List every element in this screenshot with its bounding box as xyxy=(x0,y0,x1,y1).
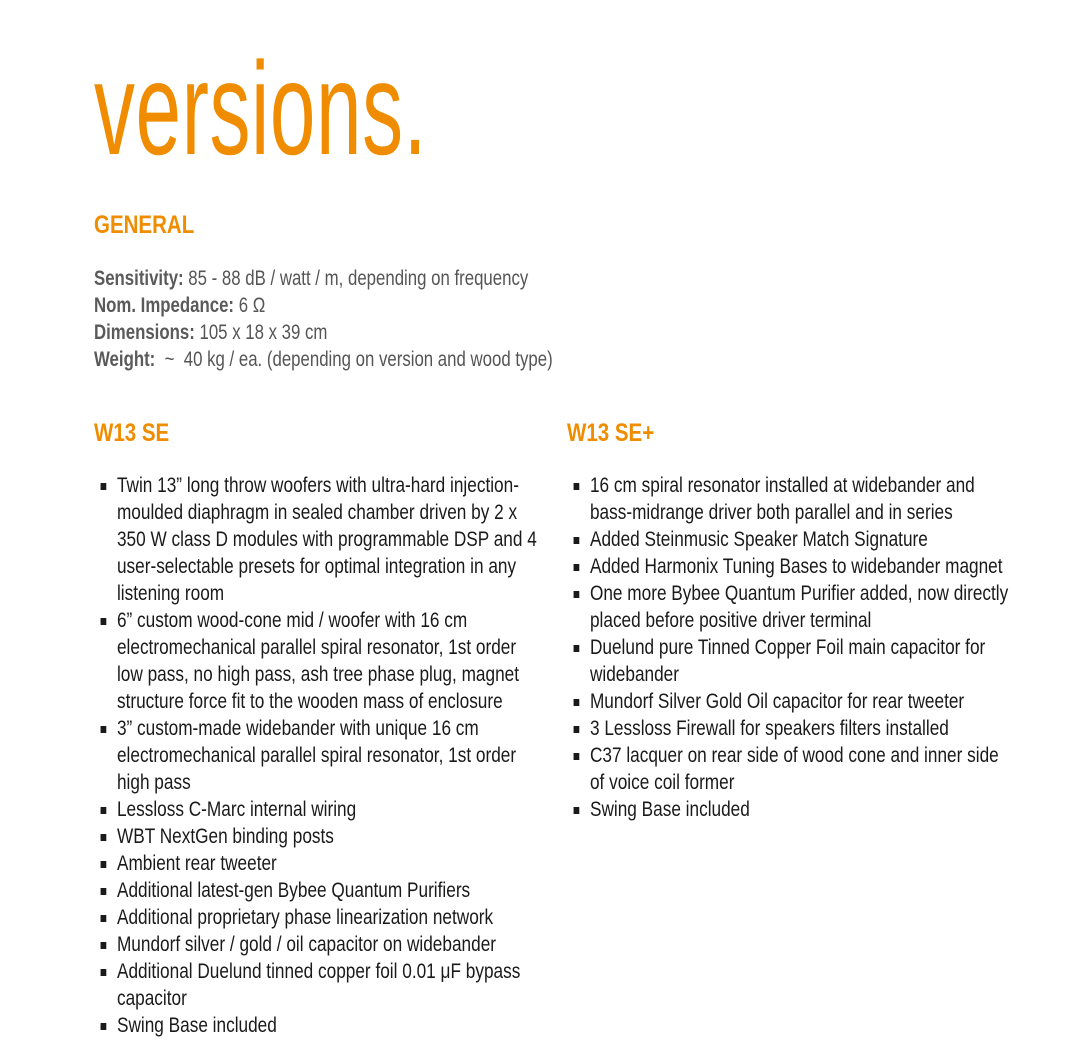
spec-impedance xyxy=(94,292,553,319)
list-item xyxy=(567,553,1014,580)
list-item-text: Mundorf Silver Gold Oil capacitor for rear tweeter xyxy=(589,690,965,713)
bullet-icon xyxy=(101,888,107,895)
w13se-feature-list xyxy=(94,472,542,1039)
bullet-icon xyxy=(101,807,107,814)
list-item-text: 16 cm spiral resonator installed at widebander and bass-midrange driver both parallel and in series xyxy=(589,474,975,524)
list-item-text: Twin 13” long throw woofers with ultra-hard injection-moulded diaphragm in sealed chamber driven by 2 x 350 W class D modules with programmable DSP and 4 user-selectable presets for optimal integration in any listening room xyxy=(116,474,537,605)
bullet-icon xyxy=(574,564,580,571)
w13seplus-feature-list xyxy=(567,472,1014,823)
list-item-text: 6” custom wood-cone mid / woofer with 16 cm electromechanical parallel spiral resonator, 1st order low pass, no high pass, ash tree phase plug, magnet structure force fit to the wooden mass of enclosure xyxy=(116,609,520,713)
bullet-icon xyxy=(574,753,580,760)
spec-label: Sensitivity: xyxy=(94,267,184,290)
list-item-text: 3 Lessloss Firewall for speakers filters installed xyxy=(589,717,949,740)
bullet-icon xyxy=(574,699,580,706)
bullet-icon xyxy=(101,861,107,868)
list-item-text: Ambient rear tweeter xyxy=(116,852,277,875)
list-item xyxy=(94,1012,542,1039)
list-item-text: C37 lacquer on rear side of wood cone and inner side of voice coil former xyxy=(589,744,999,794)
general-heading: GENERAL xyxy=(94,211,195,239)
list-item-text: Swing Base included xyxy=(589,798,750,821)
list-item-text: Mundorf silver / gold / oil capacitor on widebander xyxy=(116,933,497,956)
list-item-text: Added Steinmusic Speaker Match Signature xyxy=(589,528,928,551)
bullet-icon xyxy=(101,726,107,733)
list-item-text: Additional latest-gen Bybee Quantum Purifiers xyxy=(116,879,471,902)
list-item xyxy=(94,904,542,931)
list-item-text: Swing Base included xyxy=(116,1014,277,1037)
list-item xyxy=(567,634,1014,688)
list-item xyxy=(567,796,1014,823)
list-item xyxy=(94,823,542,850)
bullet-icon xyxy=(574,726,580,733)
list-item-text: Added Harmonix Tuning Bases to widebander magnet xyxy=(589,555,1003,578)
list-item xyxy=(94,958,542,1012)
spec-label: Weight: xyxy=(94,348,156,371)
list-item xyxy=(94,472,542,607)
list-item-text: 3” custom-made widebander with unique 16 cm electromechanical parallel spiral resonator, 1st order high pass xyxy=(116,717,517,794)
bullet-icon xyxy=(101,618,107,625)
list-item-text: One more Bybee Quantum Purifier added, now directly placed before positive driver terminal xyxy=(589,582,1009,632)
spec-weight xyxy=(94,346,553,373)
spec-value: 105 x 18 x 39 cm xyxy=(194,321,328,344)
page-title: versions. xyxy=(94,35,428,182)
list-item xyxy=(94,796,542,823)
list-item xyxy=(567,742,1014,796)
list-item xyxy=(94,715,542,796)
bullet-icon xyxy=(101,483,107,490)
w13se-heading: W13 SE xyxy=(94,419,170,447)
list-item xyxy=(94,877,542,904)
list-item-text: Lessloss C-Marc internal wiring xyxy=(116,798,357,821)
spec-label: Nom. Impedance: xyxy=(94,294,235,317)
bullet-icon xyxy=(101,969,107,976)
general-specs xyxy=(94,265,553,373)
list-item-text: Additional Duelund tinned copper foil 0.01 μF bypass capacitor xyxy=(116,960,521,1010)
list-item xyxy=(567,580,1014,634)
spec-dimensions xyxy=(94,319,553,346)
list-item xyxy=(94,850,542,877)
list-item xyxy=(94,607,542,715)
list-item-text: WBT NextGen binding posts xyxy=(116,825,334,848)
bullet-icon xyxy=(101,915,107,922)
list-item xyxy=(94,931,542,958)
spec-value: ~ 40 kg / ea. (depending on version and wood type) xyxy=(155,348,553,371)
bullet-icon xyxy=(101,1023,107,1030)
list-item xyxy=(567,472,1014,526)
spec-value: 6 Ω xyxy=(234,294,266,317)
spec-value: 85 - 88 dB / watt / m, depending on frequency xyxy=(183,267,529,290)
bullet-icon xyxy=(574,483,580,490)
list-item-text: Duelund pure Tinned Copper Foil main capacitor for widebander xyxy=(589,636,986,686)
list-item xyxy=(567,715,1014,742)
bullet-icon xyxy=(574,807,580,814)
bullet-icon xyxy=(574,537,580,544)
spec-sensitivity xyxy=(94,265,553,292)
spec-label: Dimensions: xyxy=(94,321,195,344)
bullet-icon xyxy=(574,645,580,652)
bullet-icon xyxy=(101,834,107,841)
list-item xyxy=(567,688,1014,715)
bullet-icon xyxy=(574,591,580,598)
list-item-text: Additional proprietary phase linearization network xyxy=(116,906,494,929)
w13seplus-heading: W13 SE+ xyxy=(567,419,655,447)
bullet-icon xyxy=(101,942,107,949)
list-item xyxy=(567,526,1014,553)
